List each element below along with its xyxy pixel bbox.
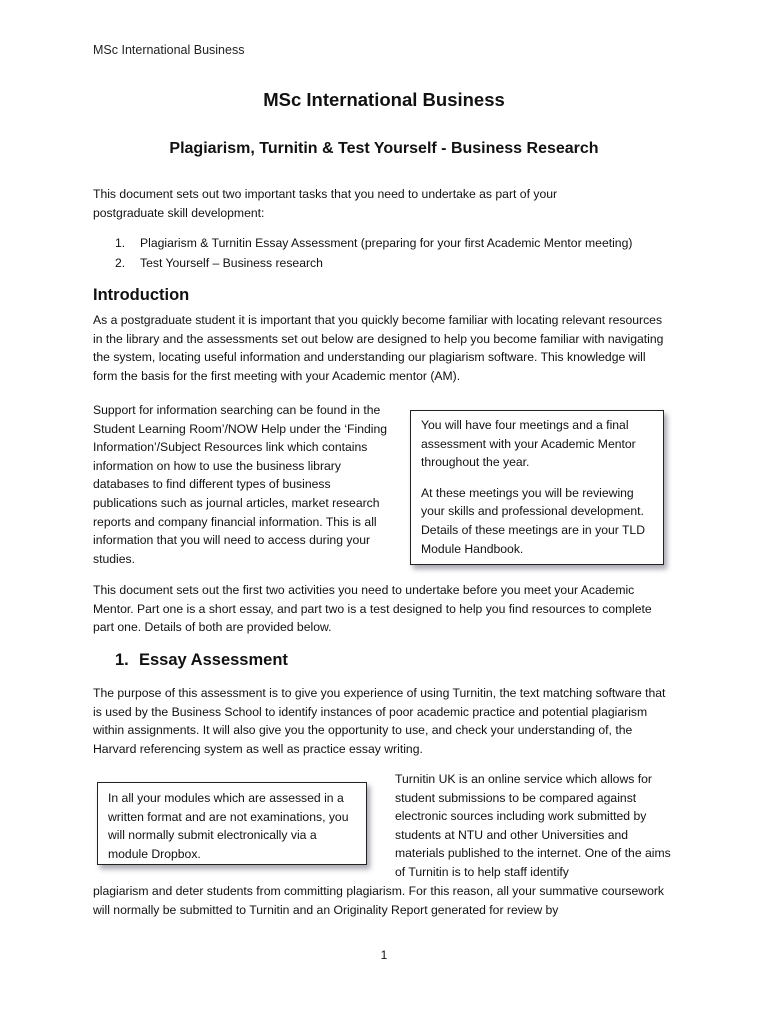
turnitin-paragraph: Turnitin UK is an online service which allows for student submissions to be compared against electronic sources including work submitted by students at NTU and other Universities and materials published to the internet. One of the aims of Turnitin is to help staff identify (395, 772, 671, 879)
support-paragraph: Support for information searching can be found in the Student Learning Room’/NOW Help under the ‘Finding Information’/Subject Resources link which contains information on how to use the business library databases to find different types of business publications such as journal articles, market research reports and company financial information. This is all information that you will need to access during your studies. (93, 403, 388, 566)
task-text: Plagiarism & Turnitin Essay Assessment (preparing for your first Academic Mentor meeting) (140, 236, 633, 250)
running-header: MSc International Business (93, 43, 245, 57)
task-list (115, 234, 632, 273)
task-item (115, 234, 632, 254)
task-number: 1. (115, 236, 126, 250)
callout-paragraph: In all your modules which are assessed in a written format and are not examinations, you will normally submit electronically via a module Dropbox. (108, 791, 349, 861)
introduction-paragraph: As a postgraduate student it is important that you quickly become familiar with locating relevant resources in the library and the assessments set out below are designed to help you become familiar with navigating the system, locating useful information and understanding our plagiarism software. This knowledge will form the basis for the first meeting with your Academic mentor (AM). (93, 313, 664, 383)
intro-paragraph: This document sets out two important tasks that you need to undertake as part of your postgraduate skill development: (93, 187, 558, 220)
activities-paragraph: This document sets out the first two activities you need to undertake before you meet your Academic Mentor. Part one is a short essay, and part two is a test designed to help you find resources to complete part one. Details of both are provided below. (93, 583, 652, 635)
introduction-heading: Introduction (93, 286, 190, 304)
mentor-meetings-callout (410, 410, 664, 565)
continuation-paragraph: plagiarism and deter students from committing plagiarism. For this reason, all your summative coursework will normally be submitted to Turnitin and an Originality Report generated for review by (93, 884, 664, 917)
essay-paragraph: The purpose of this assessment is to give you experience of using Turnitin, the text matching software that is used by the Business School to identify instances of poor academic practice and potential plagiarism within assignments. It will also give you the opportunity to use, and check your understanding of, the Harvard referencing system as well as practice essay writing. (93, 686, 666, 756)
dropbox-callout (97, 782, 367, 865)
essay-heading: Essay Assessment (139, 651, 288, 669)
task-item (115, 254, 632, 274)
callout-paragraph: At these meetings you will be reviewing your skills and professional development. Details of these meetings are in your TLD Module Handbook. (421, 485, 645, 556)
callout-paragraph: You will have four meetings and a final assessment with your Academic Mentor throughout the year. (421, 418, 636, 470)
document-subtitle: Plagiarism, Turnitin & Test Yourself - Business Research (169, 140, 599, 157)
task-text: Test Yourself – Business research (140, 255, 323, 270)
task-number: 2. (115, 255, 126, 270)
essay-heading-number: 1. (115, 651, 129, 669)
page-number: 1 (380, 948, 388, 962)
document-title: MSc International Business (263, 89, 505, 110)
